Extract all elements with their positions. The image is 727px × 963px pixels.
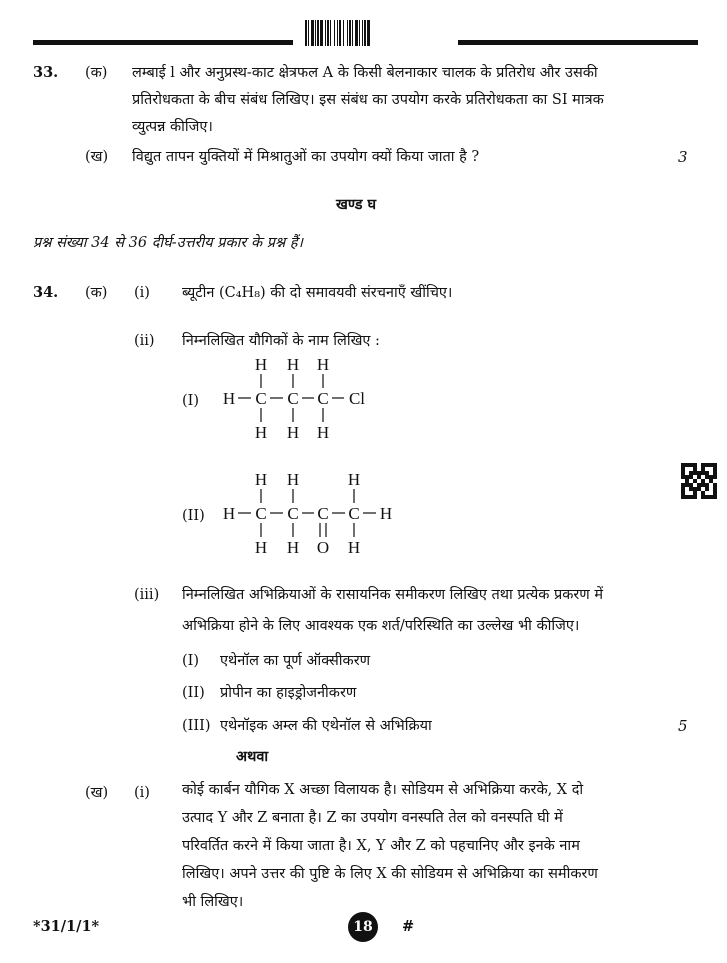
svg-text:H: H: [286, 470, 300, 489]
q33-marks: 3: [678, 148, 688, 166]
q33-part-a-line1: लम्बाई l और अनुप्रस्थ-काट क्षेत्रफल A के किसी बेलनाकार चालक के प्रतिरोध और उसकी: [132, 65, 598, 81]
structure-2-butanone: [215, 467, 405, 559]
q34-part-b-line5: भी लिखिए।: [182, 894, 244, 910]
q34-i-text: ब्यूटीन (C₄H₈) की दो समावयवी संरचनाएँ खींचिए।: [182, 285, 453, 301]
svg-text:H: H: [286, 355, 300, 374]
or-separator: अथवा: [236, 748, 269, 765]
structure-1-chloropropane: [215, 352, 385, 444]
q34-i-label: (i): [134, 285, 150, 301]
q34-part-b-line4: लिखिए। अपने उत्तर की पुष्टि के लिए X की सोडियम से अभिक्रिया का समीकरण: [182, 866, 598, 882]
svg-text:O: O: [316, 538, 330, 557]
q34-iii-line2: अभिक्रिया होने के लिए आवश्यक एक शर्त/परिस्थिति का उल्लेख भी कीजिए।: [182, 618, 580, 634]
svg-text:H: H: [316, 355, 330, 374]
footer-code: *31/1/1*: [33, 918, 100, 935]
q34-part-b-i-label: (i): [134, 785, 150, 801]
svg-text:H: H: [286, 423, 300, 442]
page-number: [348, 912, 378, 942]
q33-part-a-line3: व्युत्पन्न कीजिए।: [132, 119, 213, 135]
q34-part-a-label: (क): [85, 285, 108, 301]
svg-text:H: H: [254, 423, 268, 442]
section-instruction: प्रश्न संख्या 34 से 36 दीर्घ-उत्तरीय प्रकार के प्रश्न हैं।: [33, 235, 304, 251]
svg-text:H: H: [286, 538, 300, 557]
svg-text:H: H: [316, 423, 330, 442]
q34-iii-item-2-label: (II): [182, 685, 205, 701]
svg-text:H: H: [254, 470, 268, 489]
q33-part-a-text: [132, 60, 672, 141]
svg-text:H: H: [254, 538, 268, 557]
q34-iii-item-2-text: प्रोपीन का हाइड्रोजनीकरण: [220, 685, 357, 701]
svg-text:H: H: [222, 389, 236, 408]
q34-part-b-line1: कोई कार्बन यौगिक X अच्छा विलायक है। सोडियम से अभिक्रिया करके, X दो: [182, 782, 584, 798]
q34-iii-item-1-text: एथेनॉल का पूर्ण ऑक्सीकरण: [220, 653, 371, 669]
svg-text:H: H: [254, 355, 268, 374]
q33-part-a-label: (क): [85, 65, 108, 81]
q34-iii-text: [182, 580, 682, 642]
qr-code-icon: [681, 463, 717, 499]
q34-part-b-line3: परिवर्तित करने में किया जाता है। X, Y और Z को पहचानिए और इनके नाम: [182, 838, 580, 854]
q33-number: 33.: [33, 64, 59, 81]
svg-text:C: C: [255, 389, 267, 408]
svg-text:C: C: [255, 504, 267, 523]
structure-2-label: (II): [182, 508, 205, 524]
q34-number: 34.: [33, 284, 59, 301]
header-rule-right: [458, 40, 698, 45]
header-rule-left: [33, 40, 293, 45]
svg-text:C: C: [317, 389, 329, 408]
q34-part-b-label: (ख): [85, 785, 109, 801]
svg-text:H: H: [347, 470, 361, 489]
svg-text:H: H: [379, 504, 393, 523]
q34-ii-label: (ii): [134, 333, 155, 349]
q34-part-b-text: [182, 776, 662, 916]
page-number-text: 18: [353, 919, 373, 935]
q33-part-b-label: (ख): [85, 149, 109, 165]
q34-iii-item-1-label: (I): [182, 653, 200, 669]
q34-marks: 5: [678, 717, 688, 735]
q34-iii-item-3-label: (III): [182, 718, 211, 734]
svg-text:C: C: [287, 504, 299, 523]
q33-part-b-text: विद्युत तापन युक्तियों में मिश्रातुओं का उपयोग क्यों किया जाता है ?: [132, 149, 480, 165]
q34-iii-line1: निम्नलिखित अभिक्रियाओं के रासायनिक समीकरण लिखिए तथा प्रत्येक प्रकरण में: [182, 587, 604, 603]
svg-text:H: H: [222, 504, 236, 523]
q33-part-a-line2: प्रतिरोधकता के बीच संबंध लिखिए। इस संबंध का उपयोग करके प्रतिरोधकता का SI मात्रक: [132, 92, 604, 108]
q34-ii-text: निम्नलिखित यौगिकों के नाम लिखिए :: [182, 333, 380, 349]
barcode-icon: [305, 20, 437, 46]
q34-part-b-line2: उत्पाद Y और Z बनाता है। Z का उपयोग वनस्पति तेल को वनस्पति घी में: [182, 810, 563, 826]
structure-1-label: (I): [182, 393, 200, 409]
svg-text:C: C: [348, 504, 360, 523]
section-title: खण्ड घ: [336, 196, 377, 213]
svg-text:C: C: [287, 389, 299, 408]
q34-iii-item-3-text: एथेनॉइक अम्ल की एथेनॉल से अभिक्रिया: [220, 718, 432, 734]
svg-text:Cl: Cl: [348, 389, 366, 408]
svg-text:H: H: [347, 538, 361, 557]
svg-text:C: C: [317, 504, 329, 523]
q34-iii-label: (iii): [134, 587, 160, 603]
footer-hash: #: [402, 918, 415, 935]
